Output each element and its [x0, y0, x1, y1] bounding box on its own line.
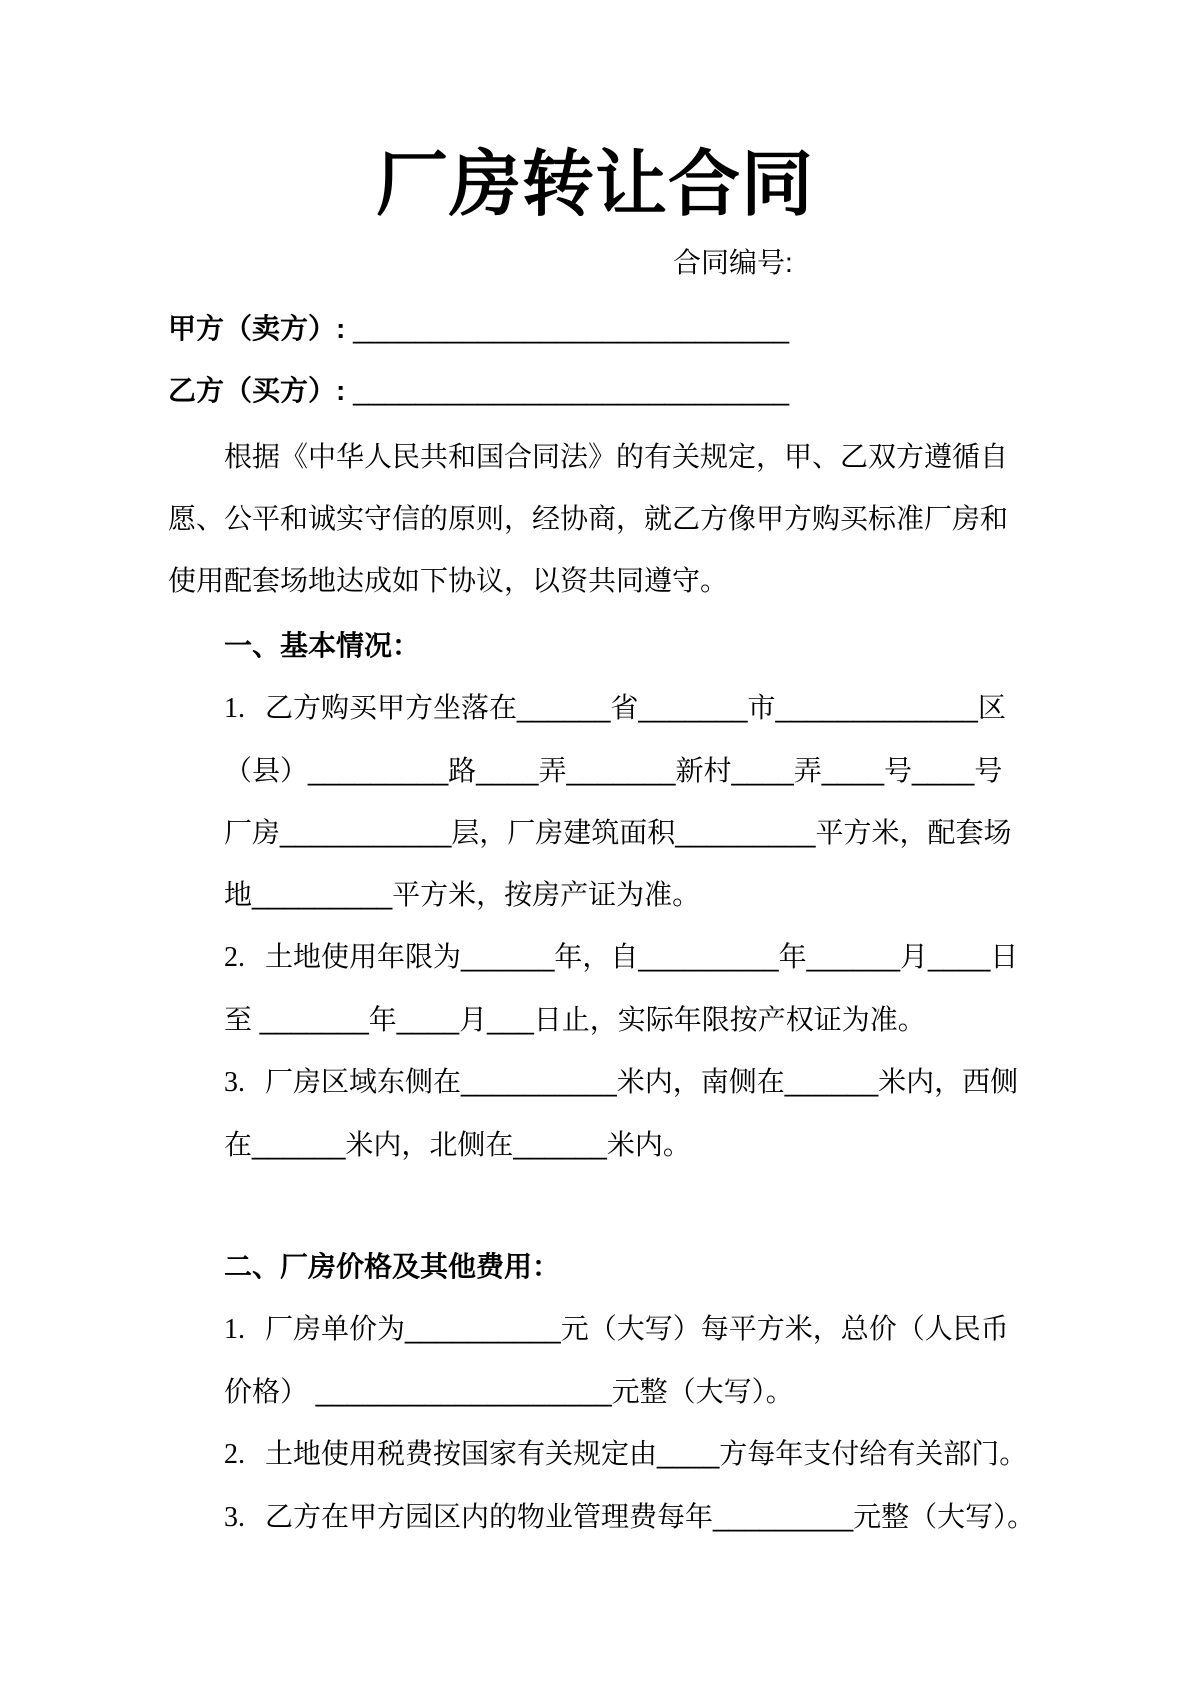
list-item-number: 2. [224, 942, 245, 973]
list-item-number: 1. [224, 693, 245, 724]
document-title: 厂房转让合同 [375, 145, 814, 225]
item-line: 厂房___________层，厂房建筑面积_________平方米，配套场 [224, 817, 1012, 848]
list-item-number: 1. [224, 1314, 245, 1345]
preamble-line: 愿、公平和诚实守信的原则，经协商，就乙方像甲方购买标准厂房和 [168, 503, 1009, 534]
item-text: 乙方在甲方园区内的物业管理费每年_________元整（大写）。 [265, 1501, 1036, 1532]
item-text: 厂房单价为__________元（大写）每平方米，总价（人民币 [265, 1313, 1009, 1344]
item-line: 价格） ___________________元整（大写）。 [224, 1376, 794, 1407]
item-text: 厂房区域东侧在__________米内，南侧在______米内，西侧 [265, 1066, 1019, 1097]
item-text: 乙方购买甲方坐落在______省_______市_____________区 [265, 692, 1006, 723]
preamble-line: 使用配套场地达成如下协议，以资共同遵守。 [168, 565, 729, 596]
item-line [224, 926, 1190, 989]
preamble-line: 根据《中华人民共和国合同法》的有关规定，甲、乙双方遵循自 [224, 441, 1009, 472]
item-line [224, 1298, 1190, 1361]
party-b-label: 乙方（买方）: [168, 375, 346, 406]
list-item-number: 3. [224, 1067, 245, 1098]
party-b-line [168, 360, 1190, 422]
item-line: 地_________平方米，按房产证为准。 [224, 879, 701, 910]
item-line [224, 677, 1190, 740]
section-1-heading: 一、基本情况： [224, 630, 421, 661]
list-item-number: 3. [224, 1502, 245, 1533]
item-line [224, 1486, 1190, 1549]
item-line: 在______米内，北侧在______米内。 [224, 1129, 691, 1160]
list-item-number: 2. [224, 1439, 245, 1470]
contract-number-label: 合同编号: [673, 247, 793, 278]
party-a-line [168, 298, 1190, 360]
party-a-blank: ____________________________ [345, 313, 790, 344]
item-line [224, 1423, 1190, 1486]
party-a-label: 甲方（卖方）: [168, 313, 346, 344]
item-text: 土地使用税费按国家有关规定由____方每年支付给有关部门。 [265, 1438, 1028, 1469]
item-line: （县）_________路____弄_______新村____弄____号____号 [224, 755, 1003, 786]
section-2-heading: 二、厂房价格及其他费用： [224, 1251, 561, 1282]
item-text: 土地使用年限为______年，自_________年______月____日 [265, 941, 1019, 972]
party-b-blank: ____________________________ [345, 375, 790, 406]
item-line: 至 _______年____月___日止，实际年限按产权证为准。 [224, 1004, 926, 1035]
item-line [224, 1051, 1190, 1114]
document-body [0, 298, 1190, 1549]
